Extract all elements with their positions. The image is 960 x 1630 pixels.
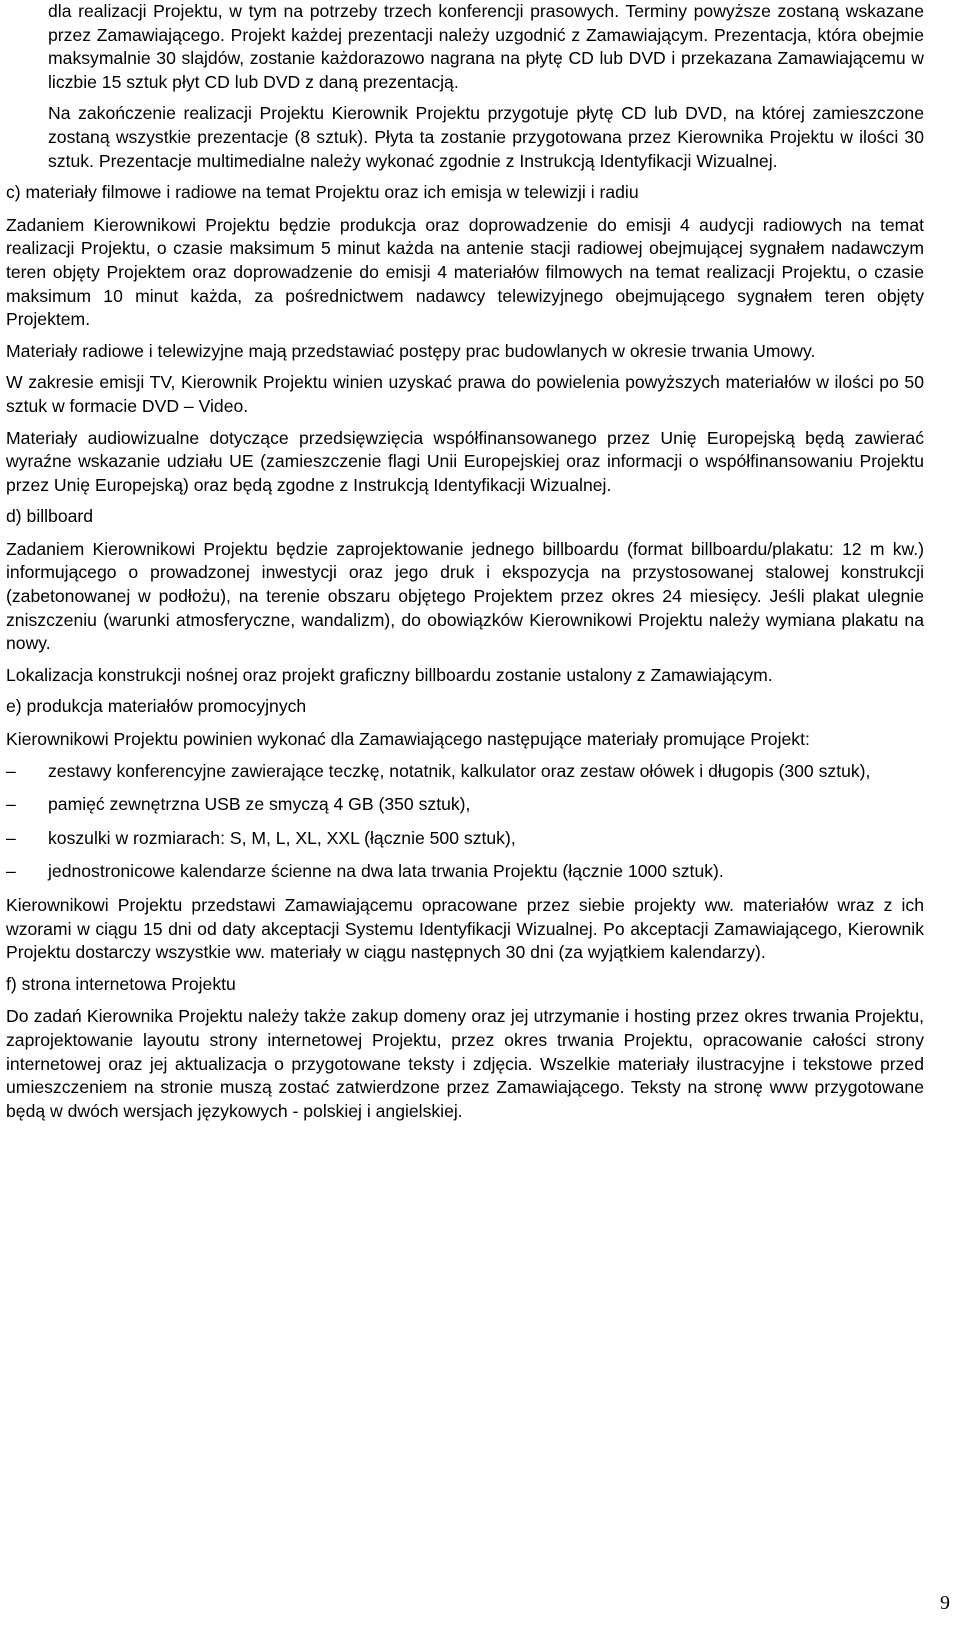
section-f-heading: f) strona internetowa Projektu [6,973,236,994]
paragraph-presentations: dla realizacji Projektu, w tym na potrzeby trzech konferencji prasowych. Terminy powyższe zostaną wskazane przez Zamawiającego. Projekt każdej prezentacji należy uzgodnić z Zamawiającym. Prezentacja, która obejmie maksymalnie 30 slajdów, zostanie każdorazowo nagrana na płytę CD lub DVD i przekazana Zamawiającemu w liczbie 15 sztuk płyt CD lub DVD z daną prezentacją. [48,1,924,92]
page-number: 9 [940,1592,950,1614]
section-e-heading: e) produkcja materiałów promocyjnych [6,696,307,717]
dash-bullet: – [6,827,16,848]
list-item [6,793,924,817]
section-c-paragraph: W zakresie emisji TV, Kierownik Projektu winien uzyskać prawa do powielenia powyższych materiałów w ilości po 50 sztuk w formacie DVD – Video. [6,372,924,416]
list-item-text: pamięć zewnętrzna USB ze smyczą 4 GB (350 sztuk), [48,794,471,815]
list-item [6,827,924,851]
list-item [6,860,924,884]
section-d-paragraph: Zadaniem Kierownikowi Projektu będzie zaprojektowanie jednego billboardu (format billboardu/plakatu: 12 m kw.) informującego o prowadzonej inwestycji oraz jego druk i ekspozycja na przystosowanej stalowej konstrukcji (zabetonowanej w podłożu), na terenie obszaru objętego Projektem przez okres 24 miesięcy. Jeśli plakat ulegnie zniszczeniu (warunki atmosferyczne, wandalizm), do obowiązków Kierownikowi Projektu należy wymiana plakatu na nowy. [6,538,924,654]
document-page [6,0,924,1131]
promo-materials-list [6,760,924,884]
section-c-paragraph: Materiały radiowe i telewizyjne mają przedstawiać postępy prac budowlanych w okresie trwania Umowy. [6,340,816,361]
section-e-outro: Kierownikowi Projektu przedstawi Zamawiającemu opracowane przez siebie projekty ww. materiałów wraz z ich wzorami w ciągu 15 dni od daty akceptacji Systemu Identyfikacji Wizualnej. Po akceptacji Zamawiającego, Kierownik Projektu dostarczy wszystkie ww. materiały w ciągu następnych 30 dni (za wyjątkiem kalendarzy). [6,895,924,963]
list-item-text: jednostronicowe kalendarze ścienne na dwa lata trwania Projektu (łącznie 1000 sztuk). [48,861,724,882]
section-c-paragraph: Zadaniem Kierownikowi Projektu będzie produkcja oraz doprowadzenie do emisji 4 audycji radiowych na temat realizacji Projektu, o czasie maksimum 5 minut każda na antenie stacji radiowej obejmującej sygnałem nadawczym teren objęty Projektem oraz doprowadzenie do emisji 4 materiałów filmowych na temat realizacji Projektu, o czasie maksimum 10 minut każda, za pośrednictwem nadawcy telewizyjnego obejmującego sygnałem teren objęty Projektem. [6,214,924,330]
section-e-intro: Kierownikowi Projektu powinien wykonać dla Zamawiającego następujące materiały promujące Projekt: [6,729,810,750]
section-f-paragraph: Do zadań Kierownika Projektu należy także zakup domeny oraz jej utrzymanie i hosting przez okres trwania Projektu, zaprojektowanie layoutu strony internetowej Projektu, przez okres trwania Projektu, opracowanie całości strony internetowej oraz jej aktualizacja o przygotowane teksty i zdjęcia. Wszelkie materiały ilustracyjne i tekstowe przed umieszczeniem na stronie muszą zostać zatwierdzone przez Zamawiającego. Teksty na stronę www przygotowane będą w dwóch wersjach językowych - polskiej i angielskiej. [6,1006,924,1121]
section-c-heading: c) materiały filmowe i radiowe na temat Projektu oraz ich emisja w telewizji i radiu [6,182,639,203]
paragraph-cd-dvd: Na zakończenie realizacji Projektu Kierownik Projektu przygotuje płytę CD lub DVD, na której zamieszczone zostaną wszystkie prezentacje (8 sztuk). Płyta ta zostanie przygotowana przez Kierownika Projektu w ilości 30 sztuk. Prezentacje multimedialne należy wykonać zgodnie z Instrukcją Identyfikacji Wizualnej. [48,103,924,171]
dash-bullet: – [6,861,16,882]
list-item-text: koszulki w rozmiarach: S, M, L, XL, XXL (łącznie 500 sztuk), [48,827,516,848]
dash-bullet: – [6,794,16,815]
dash-bullet: – [6,760,16,781]
list-item [6,760,924,784]
section-d-heading: d) billboard [6,506,94,527]
list-item-text: zestawy konferencyjne zawierające teczkę, notatnik, kalkulator oraz zestaw ołówek i długopis (300 sztuk), [48,760,871,781]
section-c-paragraph: Materiały audiowizualne dotyczące przedsięwzięcia współfinansowanego przez Unię Europejską będą zawierać wyraźne wskazanie udziału UE (zamieszczenie flagi Unii Europejskiej oraz informacji o współfinansowaniu Projektu przez Unię Europejską) oraz będą zgodne z Instrukcją Identyfikacji Wizualnej. [6,427,924,495]
section-d-paragraph: Lokalizacja konstrukcji nośnej oraz projekt graficzny billboardu zostanie ustalony z Zamawiającym. [6,664,773,685]
